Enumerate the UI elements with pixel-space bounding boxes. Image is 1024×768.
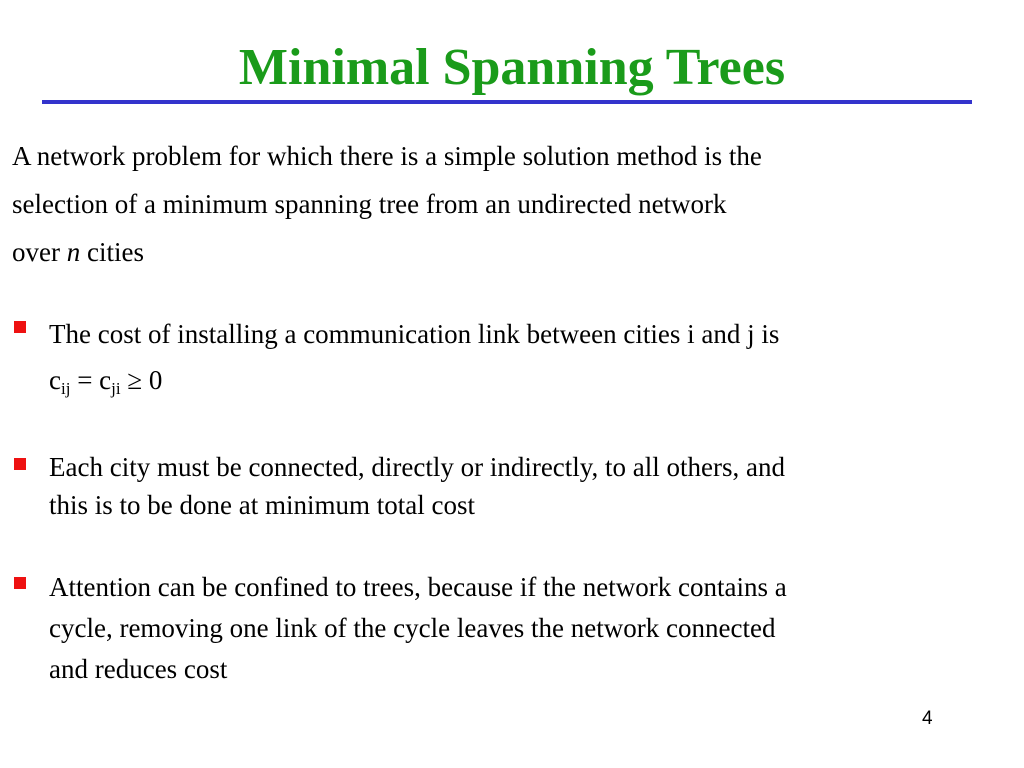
title-underline xyxy=(42,100,972,104)
formula-geq-zero: ≥ 0 xyxy=(120,365,163,395)
square-bullet-icon xyxy=(14,321,26,333)
bullet-line: cycle, removing one link of the cycle leaves the network connected xyxy=(49,613,776,643)
intro-line-3-prefix: over xyxy=(12,237,67,267)
cost-formula xyxy=(49,357,999,403)
bullet-line: and reduces cost xyxy=(49,654,228,684)
intro-line-3 xyxy=(12,228,1002,276)
formula-c-ji: c xyxy=(99,365,112,395)
slide-title: Minimal Spanning Trees xyxy=(238,39,786,96)
bullet-line: The cost of installing a communication link between cities i and j is xyxy=(49,319,780,349)
page-number: 4 xyxy=(922,708,933,729)
bullet-text xyxy=(49,311,999,403)
intro-line-1: A network problem for which there is a simple solution method is the xyxy=(12,141,762,171)
subscript-ij: ij xyxy=(60,379,71,398)
variable-n: n xyxy=(66,237,81,267)
formula-equals: = xyxy=(70,365,100,395)
intro-line-2: selection of a minimum spanning tree from an undirected network xyxy=(12,189,727,219)
intro-line-3-suffix: cities xyxy=(80,237,144,267)
bullet-line: Each city must be connected, directly or indirectly, to all others, and xyxy=(49,452,786,482)
bullet-line: Attention can be confined to trees, because if the network contains a xyxy=(49,572,787,602)
bullet-text xyxy=(49,448,999,524)
bullet-text xyxy=(49,567,999,690)
intro-paragraph xyxy=(12,132,1002,276)
square-bullet-icon xyxy=(14,577,26,589)
formula-c-ij: c xyxy=(49,365,61,395)
subscript-ji: ji xyxy=(111,379,121,398)
bullet-line: this is to be done at minimum total cost xyxy=(49,490,475,520)
square-bullet-icon xyxy=(14,458,26,470)
